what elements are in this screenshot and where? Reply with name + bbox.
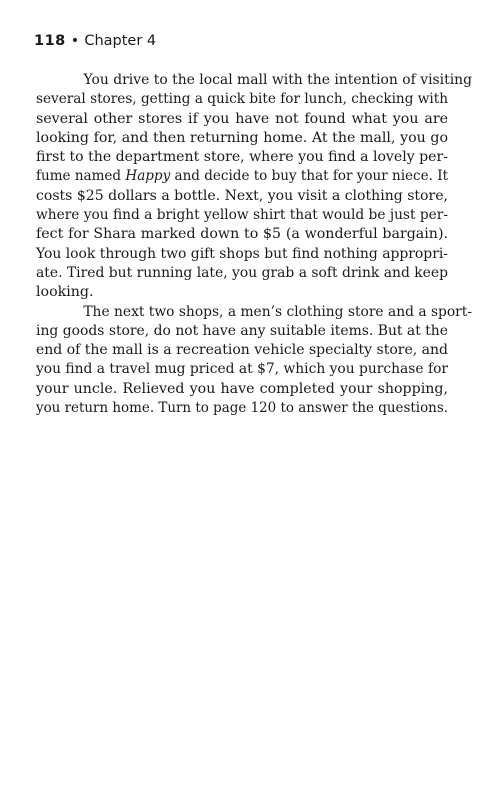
- text-line-content: looking for, and then returning home. At the mall, you go: [36, 129, 448, 146]
- text-line-content: your uncle. Relieved you have completed your shopping,: [36, 380, 448, 397]
- text-line-content: end of the mall is a recreation vehicle specialty store, and: [36, 342, 448, 359]
- text-line-content: You drive to the local mall with the intention of visiting: [83, 72, 473, 88]
- paragraph-2: [36, 303, 473, 419]
- text-line-content: several stores, getting a quick bite for lunch, checking with: [36, 91, 448, 108]
- text-line: [36, 167, 448, 186]
- text-line: [36, 225, 448, 244]
- text-line: [36, 206, 448, 225]
- text-line: [36, 303, 473, 322]
- text-line-content: you return home. Turn to page 120 to answer the questions.: [36, 400, 449, 417]
- text-line: [36, 264, 448, 283]
- text-line: [36, 283, 448, 302]
- text-line: [36, 399, 448, 418]
- text-line: [36, 341, 448, 360]
- paragraph-1: [36, 71, 473, 303]
- text-line: [36, 129, 448, 148]
- text-line-content: The next two shops, a men’s clothing store and a sport-: [83, 303, 473, 320]
- text-line-content: where you find a bright yellow shirt that would be just per-: [36, 207, 448, 224]
- text-line-content: costs $25 dollars a bottle. Next, you visit a clothing store,: [36, 187, 448, 204]
- chapter-label: Chapter 4: [84, 33, 157, 49]
- text-line: [36, 322, 448, 341]
- text-line-content: You look through two gift shops but find nothing appropri-: [36, 245, 448, 262]
- text-line-content: ate. Tired but running late, you grab a soft drink and keep: [36, 264, 448, 281]
- body-text: [36, 71, 473, 418]
- page-number: 118: [34, 33, 66, 49]
- text-line: [36, 380, 448, 399]
- text-line: [36, 187, 448, 206]
- text-line-content: and decide to buy that for your niece. It: [170, 168, 449, 185]
- text-line-content: you find a travel mug priced at $7, which you purchase for: [36, 361, 448, 378]
- text-line: [36, 71, 473, 90]
- header-separator: •: [70, 33, 80, 49]
- text-line-content: looking.: [36, 284, 94, 301]
- text-line-content: ing goods store, do not have any suitable items. But at the: [36, 322, 448, 339]
- text-line-content: fume named: [36, 168, 126, 185]
- text-line: [36, 110, 448, 129]
- text-line: [36, 360, 448, 379]
- text-line-content: several other stores if you have not found what you are: [36, 110, 448, 127]
- text-line-content: first to the department store, where you find a lovely per-: [36, 149, 449, 166]
- running-head: [34, 32, 156, 50]
- text-line: [36, 90, 448, 109]
- text-line: [36, 148, 448, 167]
- text-line-content: fect for Shara marked down to $5 (a wonderful bargain).: [36, 226, 448, 243]
- text-line: [36, 245, 448, 264]
- product-name-italic: Happy: [125, 168, 171, 185]
